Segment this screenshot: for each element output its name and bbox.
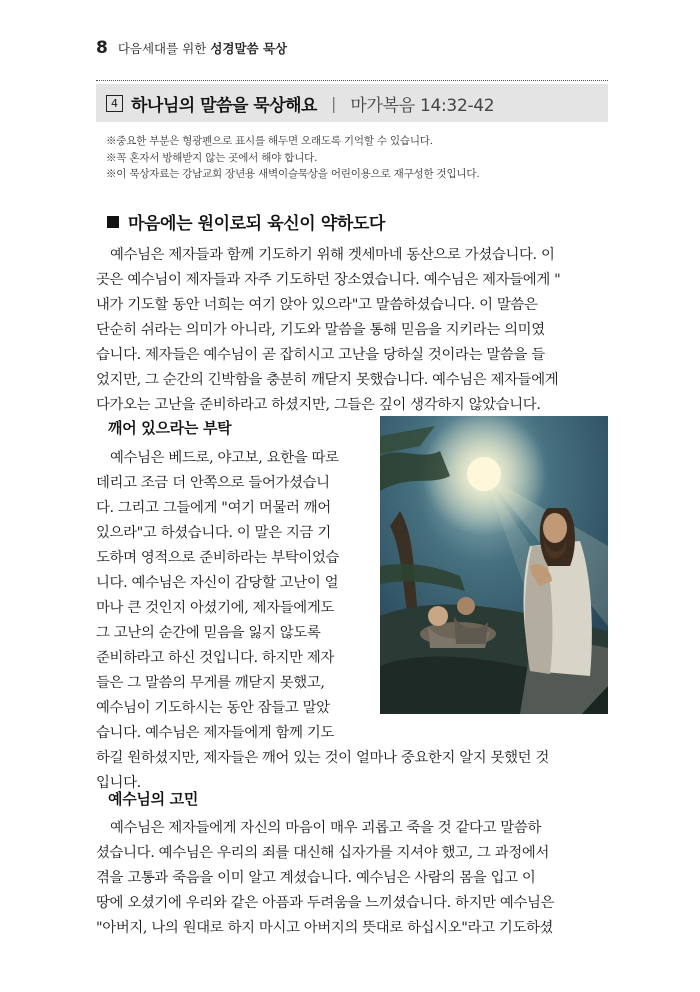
text-line: 었지만, 그 순간의 긴박함을 충분히 깨닫지 못했습니다. 예수님은 제자들에게: [96, 372, 559, 388]
subheading-stay-awake: 깨어 있으라는 부탁: [108, 419, 232, 437]
text-line: 습니다. 예수님은 제자들에게 함께 기도: [96, 725, 334, 741]
paragraph-3: [96, 816, 608, 941]
text-line: 입니다.: [96, 775, 141, 791]
paragraph-1: [96, 243, 608, 418]
text-line: 하길 원하셨지만, 제자들은 깨어 있는 것이 얼마나 중요한지 알지 못했던 것: [96, 750, 550, 766]
text-line: 그 고난의 순간에 믿음을 잃지 않도록: [96, 625, 321, 641]
section-heading-text: 마음에는 원이로되 육신이 약하도다: [128, 214, 385, 234]
header-label: 다음세대를 위한: [117, 41, 207, 56]
scripture-reference: 마가복음 14:32-42: [350, 95, 495, 116]
text-line: 곳은 예수님이 제자들과 자주 기도하던 장소였습니다. 예수님은 제자들에게 ": [96, 272, 561, 288]
note-line: ※이 묵상자료는 강남교회 장년용 새벽이슬묵상을 어린이용으로 재구성한 것입니다.: [106, 168, 480, 180]
note-line: ※꼭 혼자서 방해받지 않는 곳에서 해야 합니다.: [106, 151, 318, 164]
text-line: 다가오는 고난을 준비하라고 하셨지만, 그들은 깊이 생각하지 않았습니다.: [96, 397, 541, 413]
text-line: 내가 기도할 동안 너희는 여기 앉아 있으라"고 말씀하셨습니다. 이 말씀은: [96, 297, 538, 313]
subheading-jesus-anguish: 예수님의 고민: [108, 790, 199, 808]
text-line: 예수님은 제자들과 함께 기도하기 위해 겟세마네 동산으로 가셨습니다. 이: [110, 247, 555, 263]
text-line: 습니다. 제자들은 예수님이 곧 잡히시고 고난을 당하실 것이라는 말씀을 들: [96, 347, 545, 363]
text-line: 데리고 조금 더 안쪽으로 들어가셨습니: [96, 475, 330, 491]
dotted-divider: [96, 80, 608, 81]
text-line: 땅에 오셨기에 우리와 같은 아픔과 두려움을 느끼셨습니다. 하지만 예수님은: [96, 895, 555, 911]
praying-jesus-illustration: [380, 416, 608, 714]
title-separator: |: [330, 93, 337, 113]
header-label-bold: 성경말씀 묵상: [210, 41, 288, 56]
text-line: 겪을 고통과 죽음을 이미 알고 계셨습니다. 예수님은 사람의 몸을 입고 이: [96, 870, 536, 886]
notes: [106, 133, 479, 183]
text-line: 셨습니다. 예수님은 우리의 죄를 대신해 십자가를 지셔야 했고, 그 과정에서: [96, 845, 550, 861]
page-number: 8: [96, 38, 108, 58]
page-header: [96, 38, 287, 58]
text-line: 예수님은 제자들에게 자신의 마음이 매우 괴롭고 죽을 것 같다고 말씀하: [110, 820, 542, 836]
text-line: 들은 그 말씀의 무게를 깨닫지 못했고,: [96, 675, 325, 691]
title-bar: [96, 84, 608, 122]
text-line: 마나 큰 것인지 아셨기에, 제자들에게도: [96, 600, 334, 616]
paragraph-2: [96, 446, 368, 746]
text-line: "아버지, 나의 원대로 하지 마시고 아버지의 뜻대로 하십시오"라고 기도하셨: [96, 920, 554, 936]
page-title: 하나님의 말씀을 묵상해요: [131, 95, 317, 116]
text-line: 니다. 예수님은 자신이 감당할 고난이 얼: [96, 575, 339, 591]
section-number-box: 4: [106, 95, 123, 112]
section-heading: [107, 209, 385, 234]
text-line: 도하며 영적으로 준비하라는 부탁이었습: [96, 550, 340, 566]
text-line: 단순히 쉬라는 의미가 아니라, 기도와 말씀을 통해 믿음을 지키라는 의미였: [96, 322, 545, 338]
note-line: ※중요한 부분은 형광펜으로 표시를 해두면 오래도록 기억할 수 있습니다.: [106, 135, 433, 147]
text-line: 준비하라고 하신 것입니다. 하지만 제자: [96, 650, 334, 666]
square-bullet-icon: [107, 216, 119, 228]
text-line: 예수님이 기도하시는 동안 잠들고 말았: [96, 700, 330, 716]
text-line: 다. 그리고 그들에게 "여기 머물러 깨어: [96, 500, 331, 516]
text-line: 예수님은 베드로, 야고보, 요한을 따로: [110, 450, 339, 466]
text-line: 있으라"고 하셨습니다. 이 말은 지금 기: [96, 525, 331, 541]
